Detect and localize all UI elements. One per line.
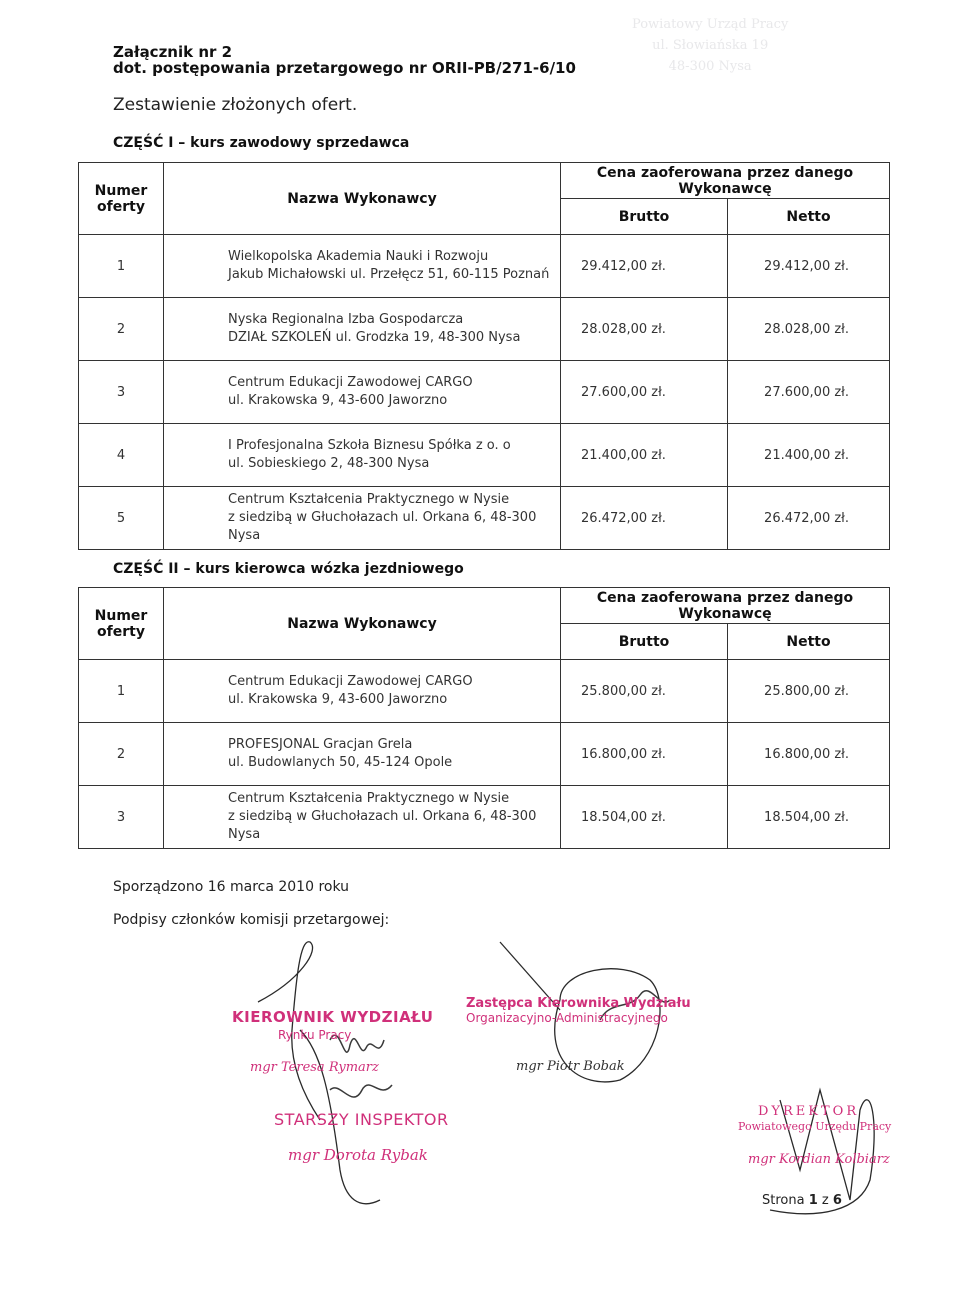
- net-price: 26.472,00 zł.: [728, 487, 890, 550]
- gross-price: 26.472,00 zł.: [561, 487, 728, 550]
- stamp2-title: Zastępca Kierownika Wydziału: [466, 996, 691, 1011]
- contractor-line: z siedzibą w Głuchołazach ul. Orkana 6, 48-300 Nysa: [228, 809, 537, 842]
- offer-number: 2: [79, 298, 164, 361]
- net-price: 28.028,00 zł.: [728, 298, 890, 361]
- gross-price: 28.028,00 zł.: [561, 298, 728, 361]
- watermark: [632, 14, 788, 77]
- date-line: Sporządzono 16 marca 2010 roku: [113, 879, 350, 895]
- stamp1-title: KIEROWNIK WYDZIAŁU: [232, 1008, 434, 1026]
- stamp1-name: mgr Teresa Rymarz: [250, 1060, 379, 1075]
- offer-number: 5: [79, 487, 164, 550]
- contractor-name: [164, 660, 561, 723]
- net-price: 29.412,00 zł.: [728, 235, 890, 298]
- contractor-line: DZIAŁ SZKOLEŃ ul. Grodzka 19, 48-300 Nysa: [228, 330, 521, 345]
- table-row: [79, 424, 890, 487]
- offer-number: 4: [79, 424, 164, 487]
- net-price: 21.400,00 zł.: [728, 424, 890, 487]
- contractor-line: Centrum Edukacji Zawodowej CARGO: [228, 674, 473, 689]
- stamp4-name: mgr Kordian Kolbiarz: [748, 1152, 890, 1167]
- part1-title: CZĘŚĆ I – kurs zawodowy sprzedawca: [113, 135, 410, 151]
- header-net: Netto: [728, 199, 890, 235]
- contractor-line: PROFESJONAL Gracjan Grela: [228, 737, 413, 752]
- page-title: Zestawienie złożonych ofert.: [113, 95, 358, 115]
- gross-price: 27.600,00 zł.: [561, 361, 728, 424]
- table-row: [79, 235, 890, 298]
- table-row: [79, 723, 890, 786]
- part2-table: [78, 587, 890, 849]
- table-row: [79, 487, 890, 550]
- attachment-label: Załącznik nr 2: [113, 43, 233, 61]
- contractor-line: Centrum Edukacji Zawodowej CARGO: [228, 375, 473, 390]
- table-row: [79, 298, 890, 361]
- contractor-name: [164, 786, 561, 849]
- procedure-reference: dot. postępowania przetargowego nr ORII-PB/271-6/10: [113, 59, 576, 77]
- part1-table: [78, 162, 890, 550]
- contractor-line: Nyska Regionalna Izba Gospodarcza: [228, 312, 464, 327]
- offer-number: 3: [79, 786, 164, 849]
- watermark-line: ul. Słowiańska 19: [652, 38, 769, 53]
- net-price: 27.600,00 zł.: [728, 361, 890, 424]
- net-price: 25.800,00 zł.: [728, 660, 890, 723]
- pen-stroke: [330, 1085, 392, 1097]
- gross-price: 25.800,00 zł.: [561, 660, 728, 723]
- contractor-line: ul. Krakowska 9, 43-600 Jaworzno: [228, 692, 448, 707]
- page-current: 1: [808, 1193, 818, 1208]
- stamp3-title: STARSZY INSPEKTOR: [274, 1110, 449, 1129]
- header-price: Cena zaoferowana przez danego Wykonawcę: [561, 163, 890, 199]
- header-number: Numer oferty: [79, 163, 164, 235]
- offer-number: 3: [79, 361, 164, 424]
- signatures-label: Podpisy członków komisji przetargowej:: [113, 912, 390, 928]
- gross-price: 29.412,00 zł.: [561, 235, 728, 298]
- header-price: Cena zaoferowana przez danego Wykonawcę: [561, 588, 890, 624]
- contractor-name: [164, 723, 561, 786]
- contractor-line: ul. Sobieskiego 2, 48-300 Nysa: [228, 456, 430, 471]
- gross-price: 16.800,00 zł.: [561, 723, 728, 786]
- page-counter: [762, 1193, 842, 1208]
- stamp3-name: mgr Dorota Rybak: [288, 1146, 428, 1164]
- gross-price: 18.504,00 zł.: [561, 786, 728, 849]
- contractor-name: [164, 235, 561, 298]
- table-row: [79, 786, 890, 849]
- contractor-name: [164, 424, 561, 487]
- contractor-line: Wielkopolska Akademia Nauki i Rozwoju: [228, 249, 489, 264]
- header-net: Netto: [728, 624, 890, 660]
- net-price: 18.504,00 zł.: [728, 786, 890, 849]
- contractor-line: Centrum Kształcenia Praktycznego w Nysie: [228, 492, 510, 507]
- header-number: Numer oferty: [79, 588, 164, 660]
- contractor-line: Centrum Kształcenia Praktycznego w Nysie: [228, 791, 510, 806]
- header-gross: Brutto: [561, 199, 728, 235]
- table-row: [79, 361, 890, 424]
- stamp1-subtitle: Rynku Pracy: [278, 1028, 352, 1042]
- stamp2-name: mgr Piotr Bobak: [516, 1059, 625, 1074]
- page-total: 6: [832, 1193, 842, 1208]
- header-name: Nazwa Wykonawcy: [164, 588, 561, 660]
- page-counter-prefix: Strona: [762, 1193, 805, 1208]
- offer-number: 1: [79, 660, 164, 723]
- watermark-line: 48-300 Nysa: [668, 59, 752, 74]
- contractor-line: z siedzibą w Głuchołazach ul. Orkana 6, 48-300 Nysa: [228, 510, 537, 543]
- contractor-line: Jakub Michałowski ul. Przełęcz 51, 60-115 Poznań: [228, 267, 550, 282]
- watermark-line: Powiatowy Urząd Pracy: [632, 17, 789, 32]
- net-price: 16.800,00 zł.: [728, 723, 890, 786]
- gross-price: 21.400,00 zł.: [561, 424, 728, 487]
- offer-number: 1: [79, 235, 164, 298]
- contractor-name: [164, 298, 561, 361]
- stamp2-subtitle: Organizacyjno-Administracyjnego: [466, 1011, 668, 1025]
- stamp4-subtitle: Powiatowego Urzędu Pracy: [738, 1120, 892, 1133]
- contractor-line: I Profesjonalna Szkoła Biznesu Spółka z o. o: [228, 438, 511, 453]
- part2-title: CZĘŚĆ II – kurs kierowca wózka jezdniowego: [113, 561, 464, 577]
- contractor-line: ul. Budowlanych 50, 45-124 Opole: [228, 755, 453, 770]
- contractor-name: [164, 487, 561, 550]
- page-counter-mid: z: [821, 1193, 829, 1208]
- header-gross: Brutto: [561, 624, 728, 660]
- header-name: Nazwa Wykonawcy: [164, 163, 561, 235]
- offer-number: 2: [79, 723, 164, 786]
- stamp4-title: DYREKTOR: [758, 1104, 860, 1119]
- table-row: [79, 660, 890, 723]
- contractor-line: ul. Krakowska 9, 43-600 Jaworzno: [228, 393, 448, 408]
- contractor-name: [164, 361, 561, 424]
